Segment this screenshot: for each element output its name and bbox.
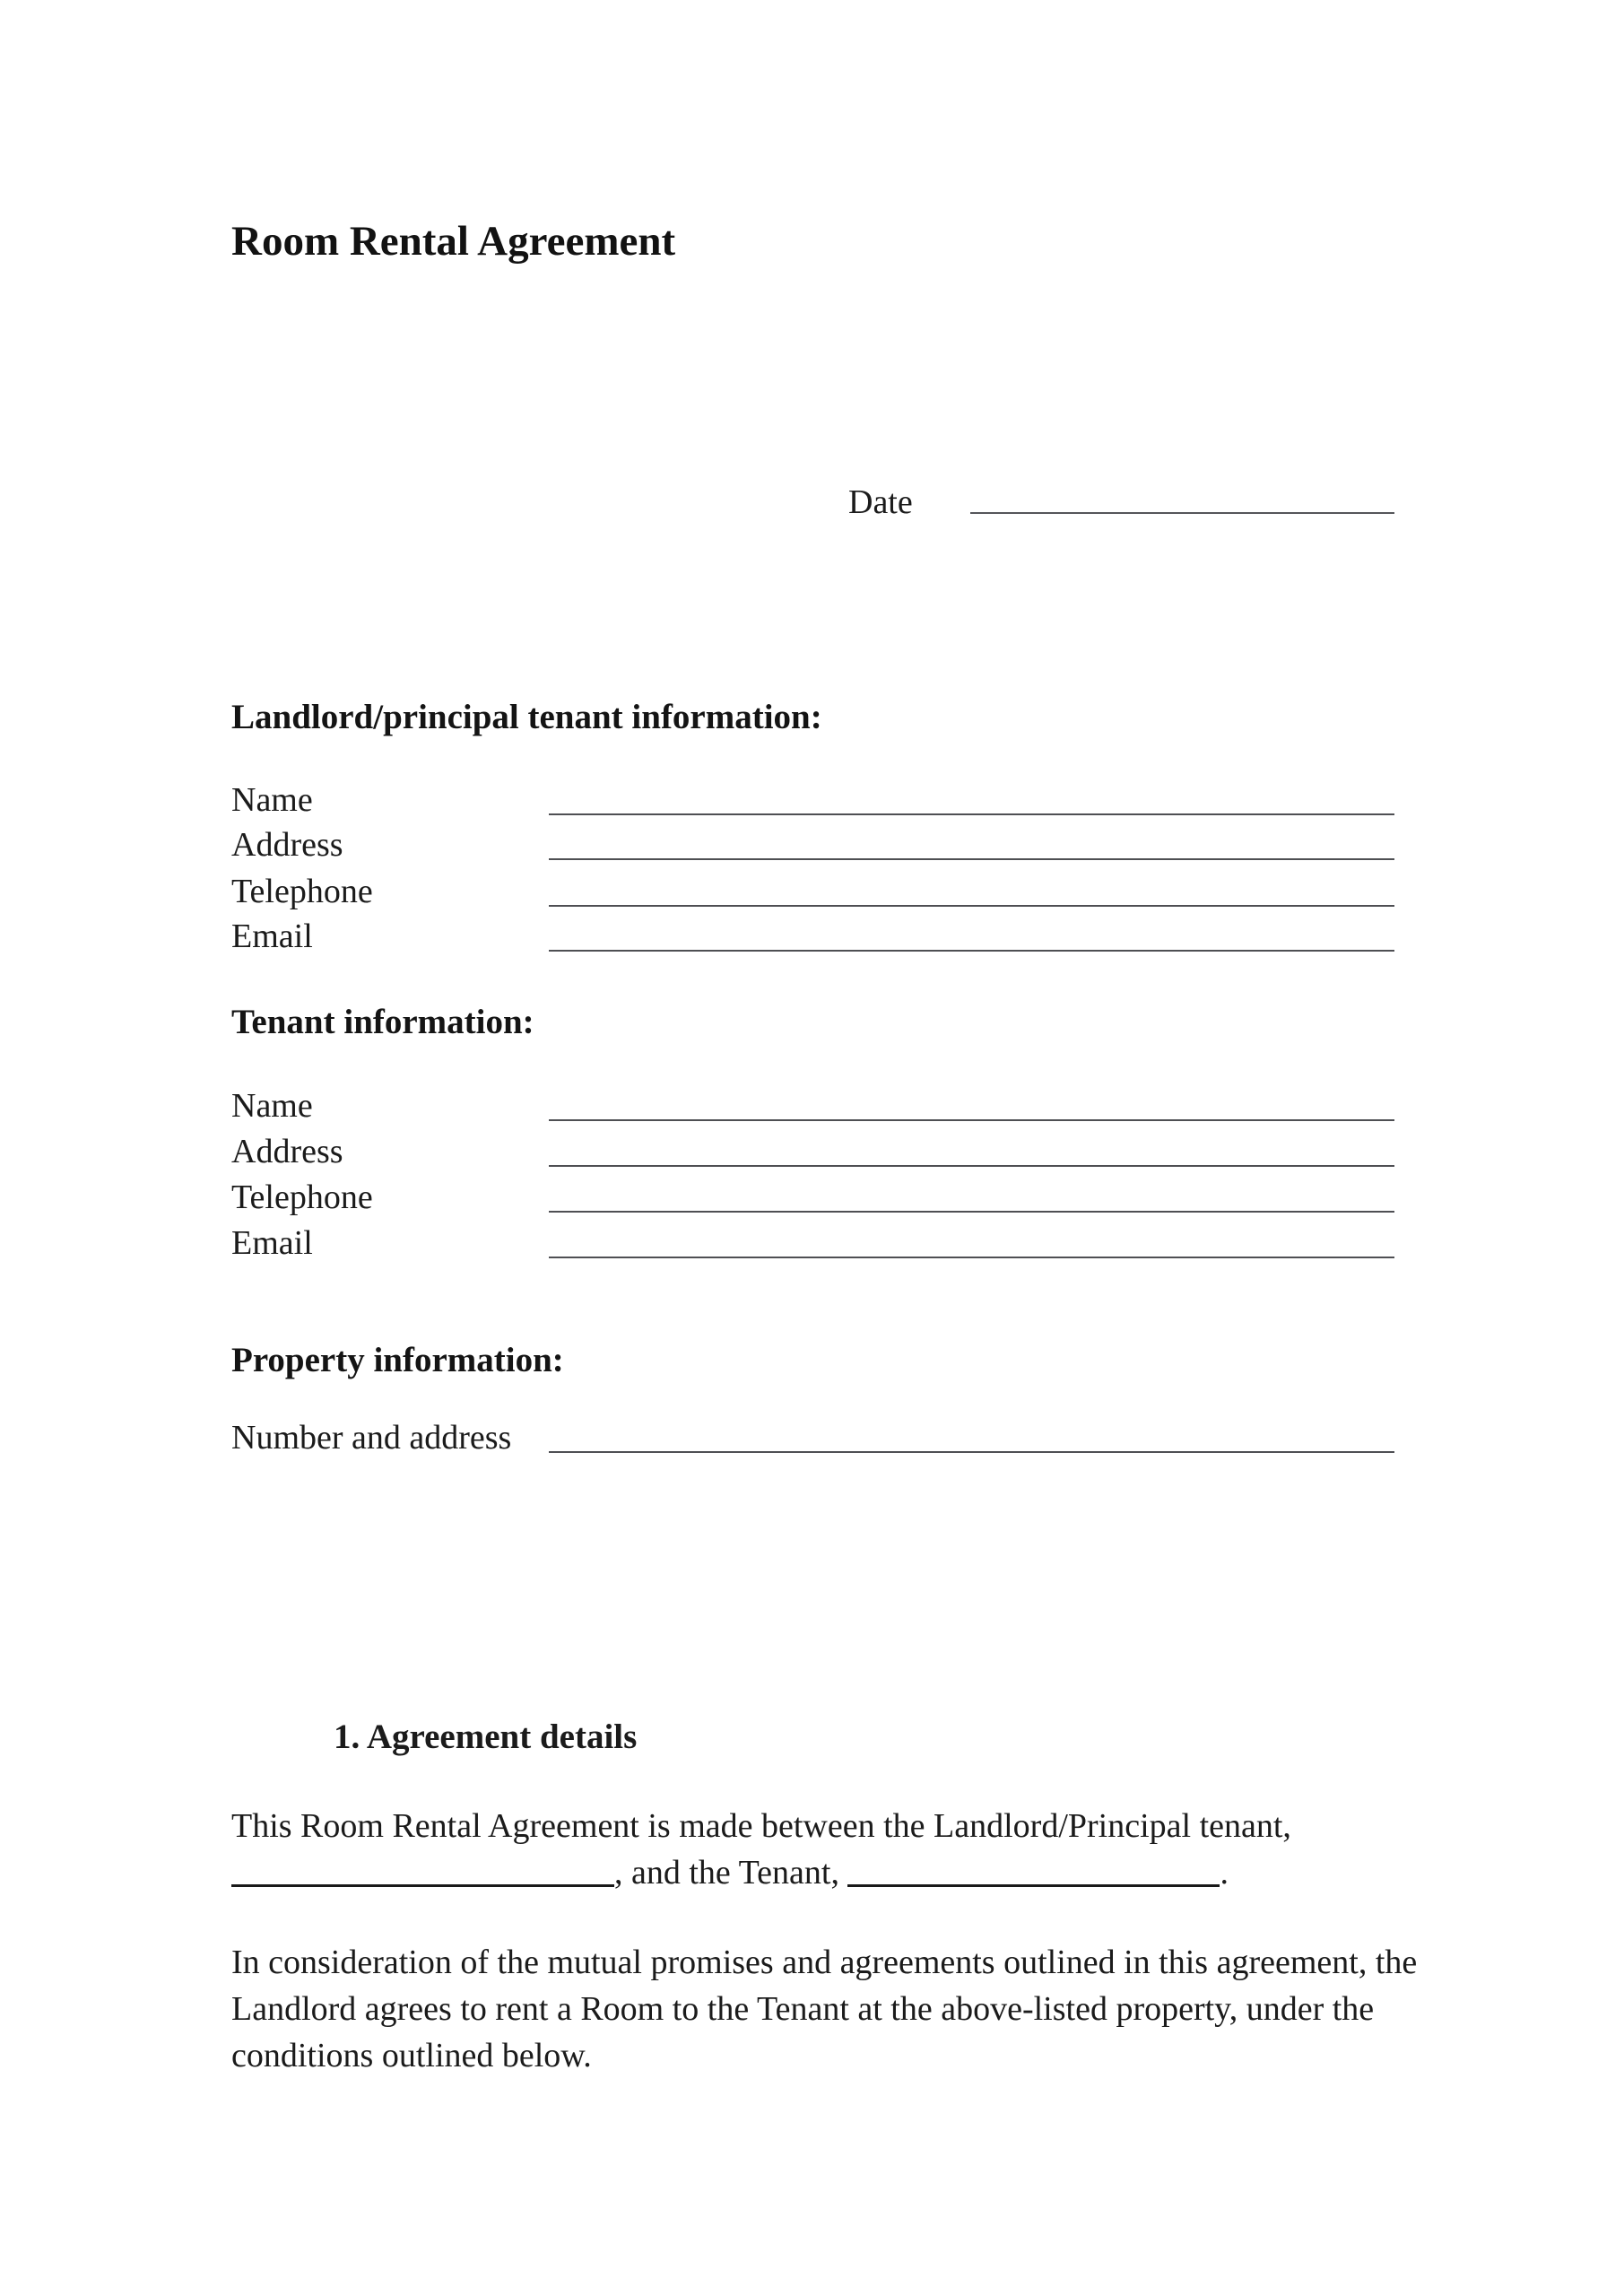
tenant-telephone-row	[231, 1177, 1394, 1216]
landlord-telephone-blank[interactable]	[549, 905, 1394, 907]
tenant-address-blank[interactable]	[549, 1165, 1394, 1167]
tenant-name-label: Name	[231, 1087, 313, 1125]
paragraph-1-line-1: This Room Rental Agreement is made between the Landlord/Principal tenant,	[231, 1807, 1291, 1845]
agreement-tenant-name-blank[interactable]	[847, 1884, 1220, 1887]
tenant-telephone-label: Telephone	[231, 1178, 373, 1216]
property-address-label: Number and address	[231, 1419, 512, 1457]
agreement-details-heading: 1. Agreement details	[334, 1718, 638, 1756]
paragraph-1-end-period: .	[1220, 1854, 1229, 1892]
agreement-paragraph-2	[231, 1939, 1417, 2079]
tenant-address-label: Address	[231, 1133, 343, 1170]
paragraph-2-line-1: In consideration of the mutual promises and agreements outlined in this agreement, the	[231, 1944, 1418, 1981]
landlord-telephone-row	[231, 871, 1394, 910]
tenant-email-row	[231, 1222, 1394, 1262]
property-address-blank[interactable]	[549, 1451, 1394, 1453]
paragraph-1-line-2	[231, 1849, 1291, 1896]
tenant-address-row	[231, 1131, 1394, 1170]
landlord-telephone-label: Telephone	[231, 873, 373, 910]
property-address-row	[231, 1417, 1394, 1457]
agreement-paragraph-1	[231, 1803, 1291, 1896]
property-info-heading: Property information:	[231, 1341, 564, 1379]
agreement-landlord-name-blank[interactable]	[231, 1884, 614, 1887]
tenant-email-label: Email	[231, 1224, 313, 1262]
document-title: Room Rental Agreement	[231, 218, 676, 265]
landlord-address-label: Address	[231, 826, 343, 864]
paragraph-1-mid-text: , and the Tenant,	[614, 1854, 848, 1892]
tenant-info-heading: Tenant information:	[231, 1003, 534, 1041]
landlord-name-label: Name	[231, 781, 313, 819]
landlord-address-row	[231, 824, 1394, 864]
landlord-email-blank[interactable]	[549, 950, 1394, 952]
landlord-address-blank[interactable]	[549, 858, 1394, 860]
paragraph-2-line-3: conditions outlined below.	[231, 2037, 592, 2074]
date-blank[interactable]	[970, 512, 1394, 514]
paragraph-2-line-2: Landlord agrees to rent a Room to the Tenant at the above-listed property, under the	[231, 1990, 1375, 2028]
landlord-email-row	[231, 916, 1394, 955]
landlord-name-row	[231, 779, 1394, 819]
tenant-telephone-blank[interactable]	[549, 1211, 1394, 1213]
tenant-name-row	[231, 1085, 1394, 1125]
landlord-name-blank[interactable]	[549, 813, 1394, 815]
date-label: Date	[848, 483, 913, 521]
landlord-info-heading: Landlord/principal tenant information:	[231, 698, 822, 736]
tenant-email-blank[interactable]	[549, 1257, 1394, 1258]
landlord-email-label: Email	[231, 918, 313, 955]
tenant-name-blank[interactable]	[549, 1119, 1394, 1121]
